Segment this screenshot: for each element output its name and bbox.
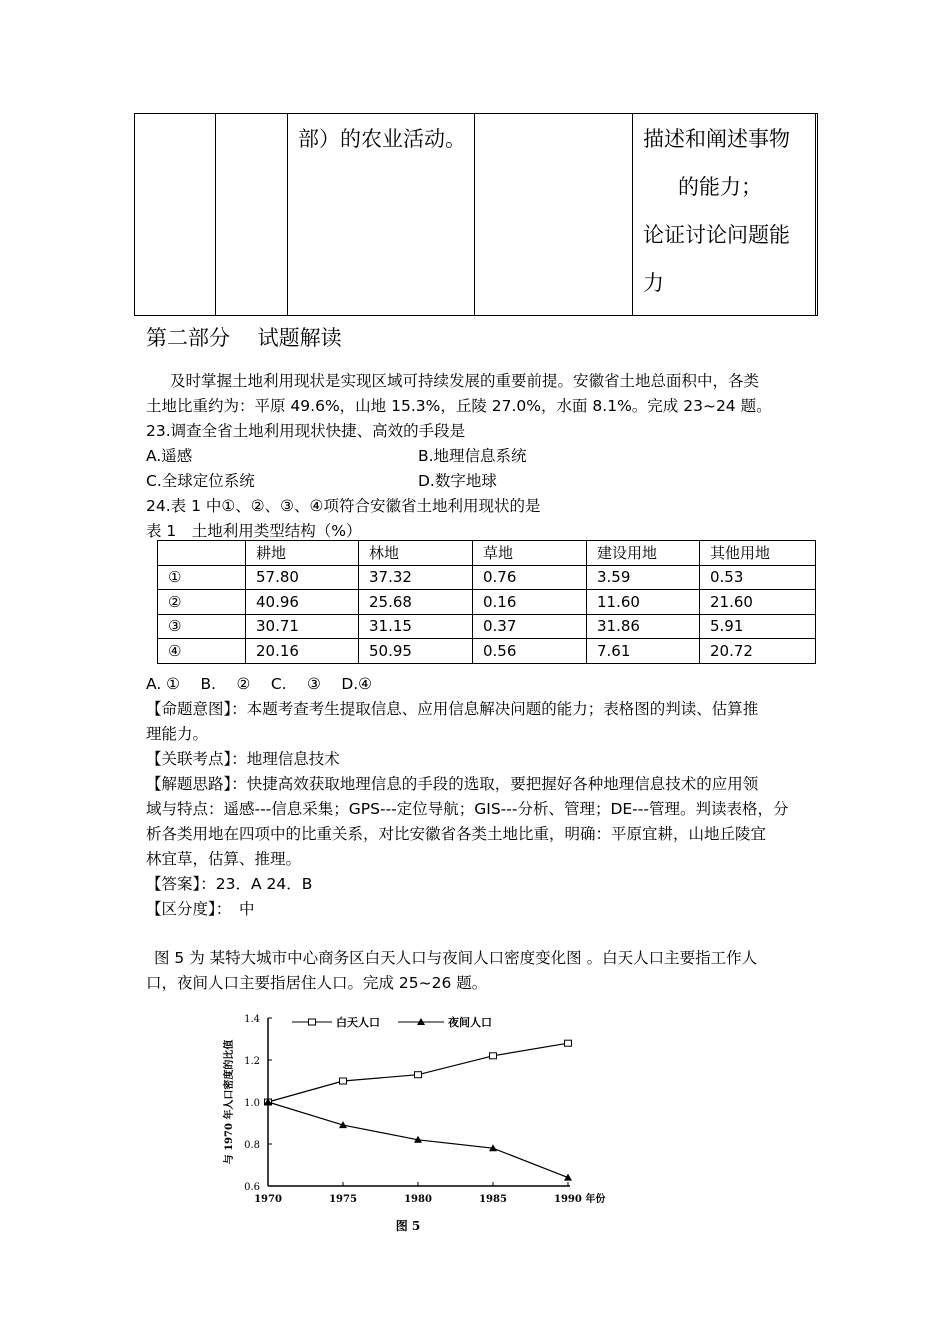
table-cell: 25.68	[359, 590, 473, 615]
table-header-row	[158, 541, 816, 566]
intro-line: 及时掌握土地利用现状是实现区域可持续发展的重要前提。安徽省土地总面积中，各类	[170, 372, 760, 390]
analysis-intent: 理能力。	[146, 725, 209, 743]
legend-label-day: 白天人口	[336, 1016, 380, 1029]
intro-line: 土地比重约为：平原 49.6%，山地 15.3%，丘陵 27.0%，水面 8.1%。完成 23~24 题。	[146, 397, 772, 415]
top-table	[134, 113, 818, 316]
table-cell: 37.32	[359, 565, 473, 590]
table-cell-text: 部）的农业活动。	[298, 127, 466, 151]
data-point-square	[415, 1072, 422, 1078]
table-header-cell: 草地	[473, 541, 587, 566]
table-row	[158, 590, 816, 615]
table-cell: 20.72	[700, 639, 816, 664]
table-cell-text: 论证讨论问题能	[643, 223, 790, 247]
x-tick-label: 1975	[329, 1194, 357, 1205]
table-cell: 30.71	[246, 614, 359, 639]
q24-options: A. ① B. ② C. ③ D.④	[146, 675, 373, 693]
table-cell: 57.80	[246, 565, 359, 590]
figure-intro: 图 5 为 某特大城市中心商务区白天人口与夜间人口密度变化图 。白天人口主要指工作人	[154, 949, 758, 967]
analysis-approach: 域与特点：遥感---信息采集；GPS---定位导航；GIS---分析、管理；DE---管理。判读表格，分	[146, 800, 789, 818]
table-header-cell: 耕地	[246, 541, 359, 566]
question-23: 23.调查全省土地利用现状快捷、高效的手段是	[146, 422, 466, 440]
figure-intro: 口，夜间人口主要指居住人口。完成 25~26 题。	[146, 974, 488, 992]
table-cell: 0.37	[473, 614, 587, 639]
table-cell: 5.91	[700, 614, 816, 639]
population-density-chart	[216, 1004, 616, 1236]
table-cell-text: 描述和阐述事物	[643, 127, 790, 151]
option-c: C.全球定位系统	[146, 472, 255, 490]
analysis-intent: 【命题意图】：本题考查考生提取信息、应用信息解决问题的能力；表格图的判读、估算推	[146, 700, 759, 718]
table-cell: ④	[158, 639, 246, 664]
x-tick-label: 1980	[404, 1194, 432, 1205]
table-header-cell: 建设用地	[587, 541, 700, 566]
table-header-cell: 林地	[359, 541, 473, 566]
x-tick-label: 1990 年份	[554, 1194, 606, 1205]
legend-label-night: 夜间人口	[448, 1016, 492, 1029]
table-divider	[287, 114, 288, 315]
table-cell: 11.60	[587, 590, 700, 615]
table-divider	[474, 114, 475, 315]
table-cell: 21.60	[700, 590, 816, 615]
option-b: B.地理信息系统	[418, 447, 527, 465]
table-row	[158, 639, 816, 664]
table-cell: ②	[158, 590, 246, 615]
table-cell: ③	[158, 614, 246, 639]
table-caption: 表 1 土地利用类型结构（%）	[146, 522, 362, 540]
table-cell: 3.59	[587, 565, 700, 590]
table-cell: 50.95	[359, 639, 473, 664]
table-cell: 7.61	[587, 639, 700, 664]
table-divider	[632, 114, 633, 315]
option-a: A.遥感	[146, 447, 193, 465]
y-tick-label: 0.8	[244, 1140, 260, 1151]
table-row	[158, 565, 816, 590]
y-tick-label: 0.6	[244, 1182, 260, 1193]
chart-ylabel: 与 1970 年人口密度的比值	[224, 1039, 235, 1165]
y-tick-label: 1.0	[244, 1098, 260, 1109]
table-cell-text: 力	[643, 271, 664, 295]
table-cell: ①	[158, 565, 246, 590]
land-use-table	[157, 540, 816, 664]
analysis-approach: 【解题思路】：快捷高效获取地理信息的手段的选取，要把握好各种地理信息技术的应用领	[146, 775, 759, 793]
analysis-difficulty: 【区分度】： 中	[146, 900, 255, 918]
chart-title: 图 5	[395, 1219, 421, 1233]
chart-legend	[292, 1015, 492, 1029]
table-header-cell: 其他用地	[700, 541, 816, 566]
table-cell: 0.56	[473, 639, 587, 664]
table-divider	[215, 114, 216, 315]
y-tick-label: 1.2	[244, 1056, 260, 1067]
chart-ticks	[244, 1014, 605, 1205]
table-cell: 0.16	[473, 590, 587, 615]
analysis-approach: 析各类用地在四项中的比重关系，对比安徽省各类土地比重，明确：平原宜耕，山地丘陵宜	[146, 825, 767, 843]
table-cell-text: 的能力；	[678, 175, 762, 199]
analysis-knowledge-point: 【关联考点】：地理信息技术	[146, 750, 340, 768]
table-cell: 31.86	[587, 614, 700, 639]
table-cell: 0.76	[473, 565, 587, 590]
chart-series	[264, 1040, 572, 1180]
analysis-approach: 林宜草，估算、推理。	[146, 850, 302, 868]
analysis-answer: 【答案】：23．A 24．B	[146, 875, 313, 893]
data-point-square	[565, 1040, 572, 1046]
x-tick-label: 1985	[479, 1194, 507, 1205]
section-title: 第二部分 试题解读	[146, 326, 342, 350]
table-row	[158, 614, 816, 639]
question-24: 24.表 1 中①、②、③、④项符合安徽省土地利用现状的是	[146, 497, 541, 515]
data-point-square	[340, 1078, 347, 1084]
legend-marker-square	[309, 1019, 316, 1025]
table-cell: 31.15	[359, 614, 473, 639]
y-tick-label: 1.4	[244, 1014, 260, 1025]
table-cell: 0.53	[700, 565, 816, 590]
table-cell: 20.16	[246, 639, 359, 664]
x-tick-label: 1970	[254, 1194, 282, 1205]
table-divider	[815, 114, 816, 315]
option-d: D.数字地球	[418, 472, 497, 490]
table-header-cell	[158, 541, 246, 566]
table-cell: 40.96	[246, 590, 359, 615]
data-point-square	[490, 1053, 497, 1059]
